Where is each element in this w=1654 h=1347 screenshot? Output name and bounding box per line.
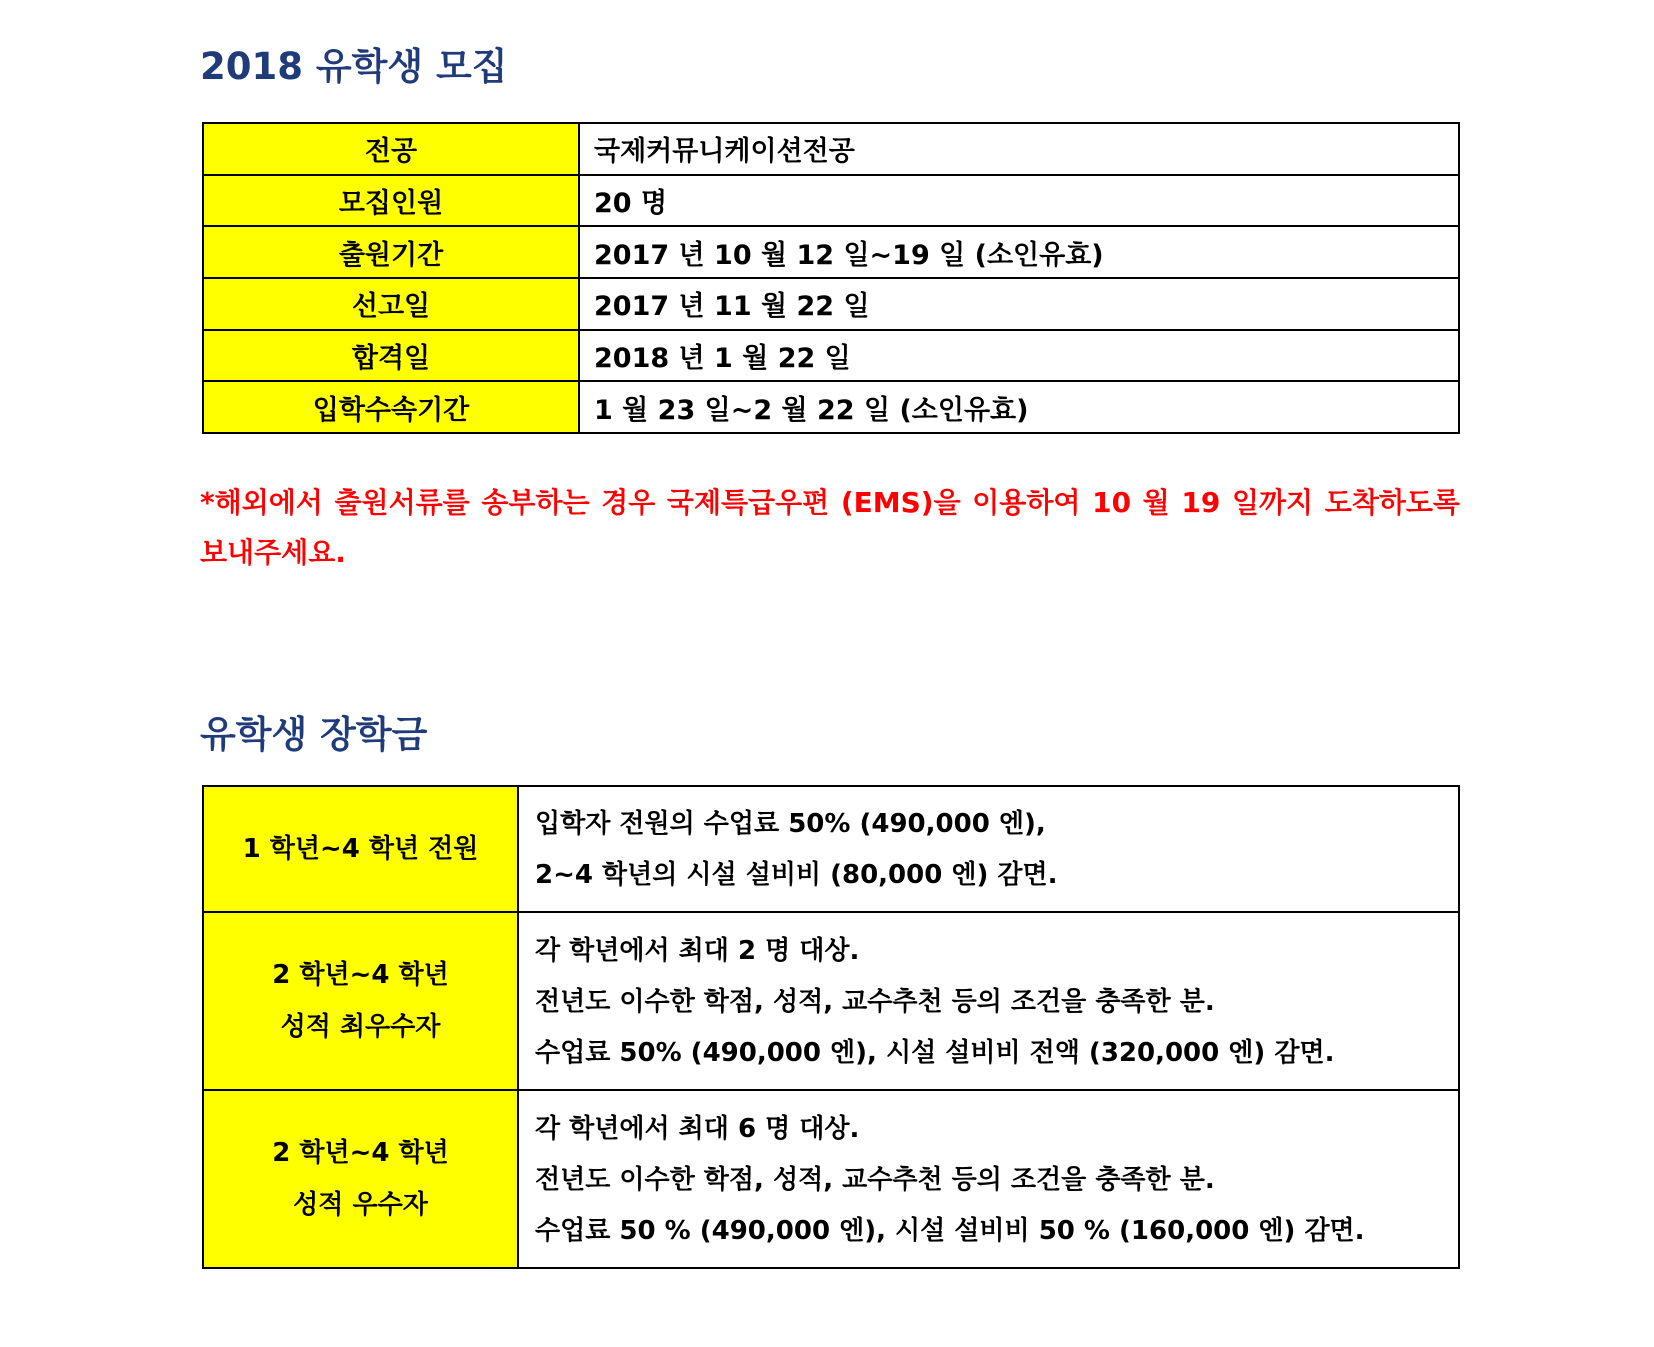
row-label-major: 전공 [203, 123, 579, 175]
value-line: 각 학년에서 최대 2 명 대상. [535, 935, 860, 966]
value-line: 2~4 학년의 시설 설비비 (80,000 엔) 감면. [535, 860, 1058, 890]
scholarship-value-all-students [518, 786, 1459, 912]
recruitment-table [202, 122, 1460, 434]
row-value-application-period: 2017 년 10 월 12 일~19 일 (소인유효) [579, 226, 1459, 278]
scholarship-value-top-performers [518, 912, 1459, 1090]
value-line: 입학자 전원의 수업료 50% (490,000 엔), [535, 809, 1046, 839]
row-label-enrollment-period: 입학수속기간 [203, 381, 579, 433]
scholarship-title: 유학생 장학금 [200, 713, 428, 756]
value-line: 수업료 50% (490,000 엔), 시설 설비비 전액 (320,000 엔) 감면. [535, 1037, 1335, 1068]
row-label-selection-date: 선고일 [203, 278, 579, 330]
scholarship-table [202, 785, 1460, 1269]
row-value-acceptance-date: 2018 년 1 월 22 일 [579, 330, 1459, 382]
row-label-acceptance-date: 합격일 [203, 330, 579, 382]
scholarship-label-all-students [203, 786, 518, 912]
row-label-quota: 모집인원 [203, 175, 579, 227]
value-line: 각 학년에서 최대 6 명 대상. [535, 1113, 860, 1144]
table-row [203, 278, 1459, 330]
value-line: 수업료 50 % (490,000 엔), 시설 설비비 50 % (160,000 엔) 감면. [535, 1215, 1365, 1246]
label-line: 1 학년~4 학년 전원 [242, 834, 479, 864]
table-row [203, 786, 1459, 912]
row-label-application-period: 출원기간 [203, 226, 579, 278]
table-row [203, 1090, 1459, 1268]
row-value-enrollment-period: 1 월 23 일~2 월 22 일 (소인유효) [579, 381, 1459, 433]
table-row [203, 912, 1459, 1090]
row-value-major: 국제커뮤니케이션전공 [579, 123, 1459, 175]
ems-notice: *해외에서 출원서류를 송부하는 경우 국제특급우편 (EMS)을 이용하여 10 월 19 일까지 도착하도록 보내주세요. [200, 486, 1460, 569]
table-row [203, 175, 1459, 227]
table-row [203, 381, 1459, 433]
table-row [203, 226, 1459, 278]
scholarship-value-high-performers [518, 1090, 1459, 1268]
row-value-quota: 20 명 [579, 175, 1459, 227]
scholarship-label-top-performers [203, 912, 518, 1090]
label-line: 2 학년~4 학년 [272, 1138, 449, 1168]
recruitment-title: 2018 유학생 모집 [200, 45, 508, 88]
table-row [203, 123, 1459, 175]
label-line: 2 학년~4 학년 [272, 960, 449, 990]
table-row [203, 330, 1459, 382]
row-value-selection-date: 2017 년 11 월 22 일 [579, 278, 1459, 330]
scholarship-label-high-performers [203, 1090, 518, 1268]
value-line: 전년도 이수한 학점, 성적, 교수추천 등의 조건을 충족한 분. [535, 986, 1215, 1017]
label-line: 성적 최우수자 [280, 1012, 441, 1042]
label-line: 성적 우수자 [293, 1190, 428, 1220]
value-line: 전년도 이수한 학점, 성적, 교수추천 등의 조건을 충족한 분. [535, 1164, 1215, 1195]
